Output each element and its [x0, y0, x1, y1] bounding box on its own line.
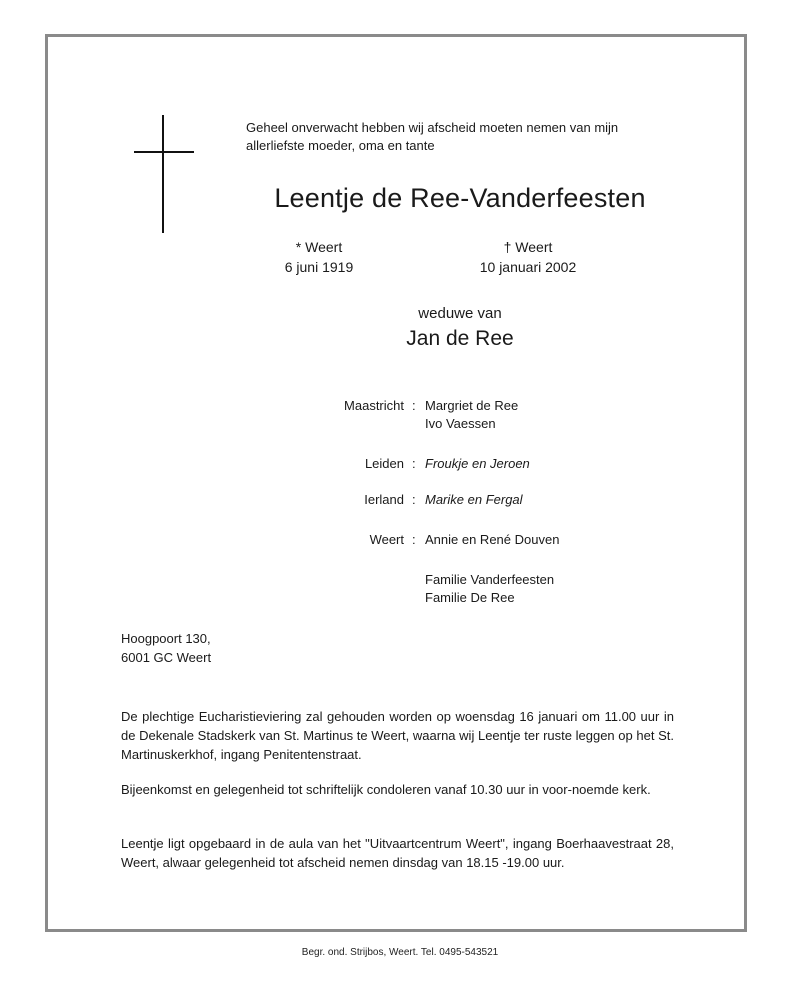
- address-line-1: Hoogpoort 130,: [121, 631, 211, 646]
- viewing-paragraph: Leentje ligt opgebaard in de aula van het "Uitvaartcentrum Weert", ingang Boerhaavestraat 28, Weert, alwaar gelegenheid tot afscheid nemen dinsdag van 18.15 -19.00 uur.: [121, 836, 674, 870]
- death-date: 10 januari 2002: [479, 259, 577, 275]
- address: [121, 629, 211, 667]
- family-names: [425, 531, 559, 549]
- death-place: † Weert: [503, 239, 553, 255]
- cross-icon-bar: [134, 151, 194, 153]
- family-member: Marike en Fergal: [425, 492, 523, 507]
- family-names: [425, 455, 530, 473]
- birth-date: 6 juni 1919: [284, 259, 354, 275]
- birth-info: [244, 237, 394, 277]
- family-names: [425, 571, 554, 607]
- intro-text: [246, 119, 706, 155]
- birth-place: * Weert: [295, 239, 343, 255]
- family-city: Maastricht: [344, 398, 404, 413]
- family-member: Ivo Vaessen: [425, 416, 496, 431]
- address-line-2: 6001 GC Weert: [121, 650, 212, 665]
- family-member: Annie en René Douven: [425, 532, 560, 547]
- family-names: [425, 491, 523, 509]
- family-separator: :: [412, 398, 416, 413]
- condolence-paragraph: Bijeenkomst en gelegenheid tot schriftelijk condoleren vanaf 10.30 uur in voor-noemde kerk.: [121, 782, 651, 797]
- ceremony-paragraph: De plechtige Eucharistieviering zal gehouden worden op woensdag 16 januari om 11.00 uur in de Dekenale Stadskerk van St. Martinus te Weert, waarna wij Leentje ter ruste leggen op het St. Martinuskerkhof, ingang Penitentenstraat.: [121, 709, 674, 762]
- family-city: Ierland: [364, 492, 404, 507]
- husband-name: Jan de Ree: [406, 327, 514, 350]
- obituary-card: [45, 34, 747, 932]
- family-separator: :: [412, 456, 416, 471]
- family-city: Weert: [369, 532, 404, 547]
- family-member: Familie Vanderfeesten: [425, 572, 555, 587]
- widow-label: weduwe van: [418, 305, 502, 322]
- intro-line-1: Geheel onverwacht hebben wij afscheid moeten nemen van mijn: [246, 120, 619, 135]
- funeral-director-footer: Begr. ond. Strijbos, Weert. Tel. 0495-543521: [301, 947, 499, 958]
- family-member: Margriet de Ree: [425, 398, 519, 413]
- deceased-name: Leentje de Ree-Vanderfeesten: [274, 183, 646, 213]
- family-separator: :: [412, 532, 416, 547]
- intro-line-2: allerliefste moeder, oma en tante: [246, 138, 435, 153]
- family-member: Froukje en Jeroen: [425, 456, 530, 471]
- cross-icon: [162, 115, 164, 233]
- family-separator: :: [412, 492, 416, 507]
- family-names: [425, 397, 518, 433]
- family-member: Familie De Ree: [425, 590, 515, 605]
- death-info: [453, 237, 603, 277]
- family-city: Leiden: [364, 456, 404, 471]
